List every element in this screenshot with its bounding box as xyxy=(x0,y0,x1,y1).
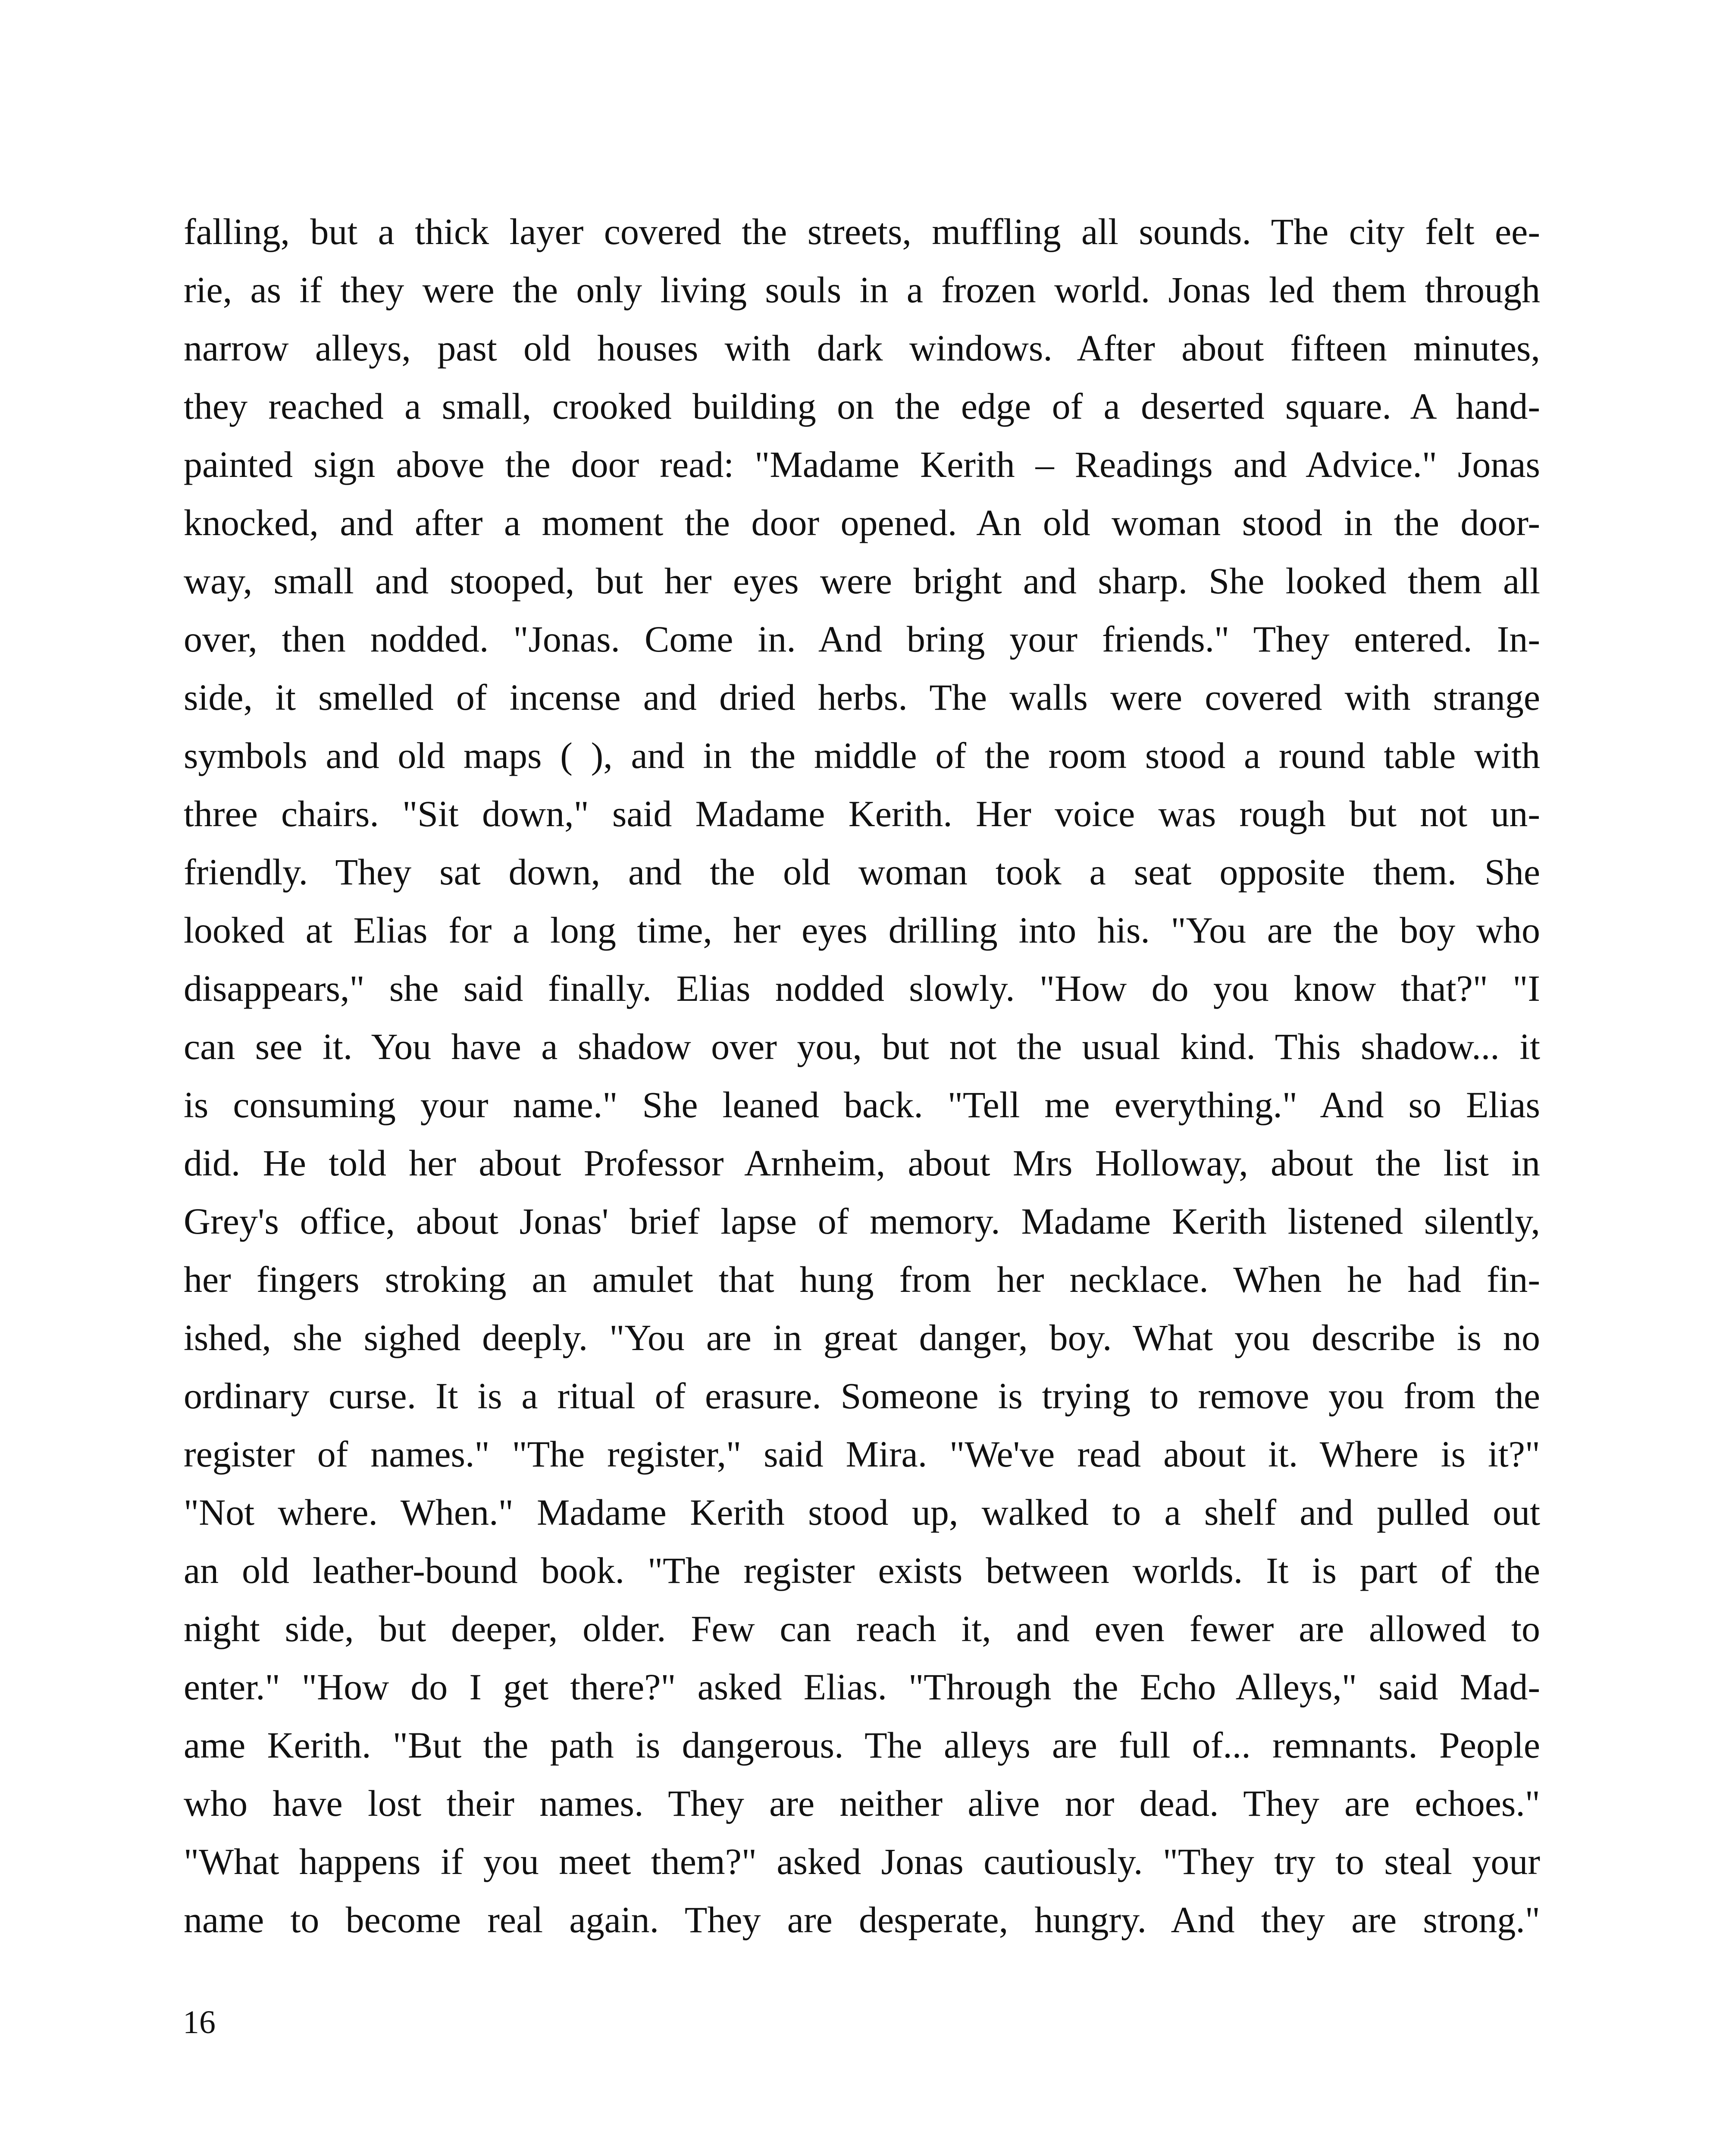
text-line: did. He told her about Professor Arnheim, about Mrs Holloway, about the list in xyxy=(184,1142,1540,1184)
text-line: "What happens if you meet them?" asked Jonas cautiously. "They try to steal your xyxy=(184,1841,1540,1882)
text-line: who have lost their names. They are neither alive nor dead. They are echoes." xyxy=(184,1783,1540,1824)
text-line: "Not where. When." Madame Kerith stood up, walked to a shelf and pulled out xyxy=(184,1492,1540,1533)
text-line: enter." "How do I get there?" asked Elias. "Through the Echo Alleys," said Mad- xyxy=(184,1666,1540,1708)
text-line: over, then nodded. "Jonas. Come in. And bring your friends." They entered. In- xyxy=(184,618,1540,660)
text-line: an old leather-bound book. "The register exists between worlds. It is part of the xyxy=(184,1550,1540,1591)
text-line: falling, but a thick layer covered the streets, muffling all sounds. The city felt ee- xyxy=(184,211,1540,252)
text-line: ame Kerith. "But the path is dangerous. The alleys are full of... remnants. People xyxy=(184,1724,1540,1766)
text-line: knocked, and after a moment the door opened. An old woman stood in the door- xyxy=(184,502,1540,543)
text-line: ordinary curse. It is a ritual of erasure. Someone is trying to remove you from the xyxy=(184,1375,1540,1416)
page-number: 16 xyxy=(183,2004,216,2040)
text-line: friendly. They sat down, and the old woman took a seat opposite them. She xyxy=(184,851,1540,893)
text-line: register of names." "The register," said Mira. "We've read about it. Where is it?" xyxy=(184,1433,1540,1475)
text-line: three chairs. "Sit down," said Madame Kerith. Her voice was rough but not un- xyxy=(184,793,1540,834)
text-line: ished, she sighed deeply. "You are in great danger, boy. What you describe is no xyxy=(184,1317,1540,1358)
text-line: symbols and old maps ( ), and in the middle of the room stood a round table with xyxy=(184,735,1540,776)
text-line: side, it smelled of incense and dried herbs. The walls were covered with strange xyxy=(184,677,1540,718)
text-line: way, small and stooped, but her eyes were bright and sharp. She looked them all xyxy=(184,560,1540,602)
text-line: night side, but deeper, older. Few can reach it, and even fewer are allowed to xyxy=(184,1608,1540,1649)
text-line: painted sign above the door read: "Madame Kerith – Readings and Advice." Jonas xyxy=(184,444,1540,485)
text-line: can see it. You have a shadow over you, but not the usual kind. This shadow... it xyxy=(184,1026,1540,1067)
body-text xyxy=(184,203,1540,1949)
text-line: looked at Elias for a long time, her eyes drilling into his. "You are the boy who xyxy=(184,909,1540,951)
text-line: name to become real again. They are desperate, hungry. And they are strong." xyxy=(184,1899,1540,1940)
text-line: her fingers stroking an amulet that hung from her necklace. When he had fin- xyxy=(184,1259,1540,1300)
text-line: is consuming your name." She leaned back. "Tell me everything." And so Elias xyxy=(184,1084,1540,1125)
text-line: Grey's office, about Jonas' brief lapse of memory. Madame Kerith listened silently, xyxy=(184,1200,1540,1242)
text-line: disappears," she said finally. Elias nodded slowly. "How do you know that?" "I xyxy=(184,968,1540,1009)
text-line: they reached a small, crooked building on the edge of a deserted square. A hand- xyxy=(184,385,1540,427)
text-line: rie, as if they were the only living souls in a frozen world. Jonas led them through xyxy=(184,269,1540,310)
text-line: narrow alleys, past old houses with dark windows. After about fifteen minutes, xyxy=(184,327,1540,369)
